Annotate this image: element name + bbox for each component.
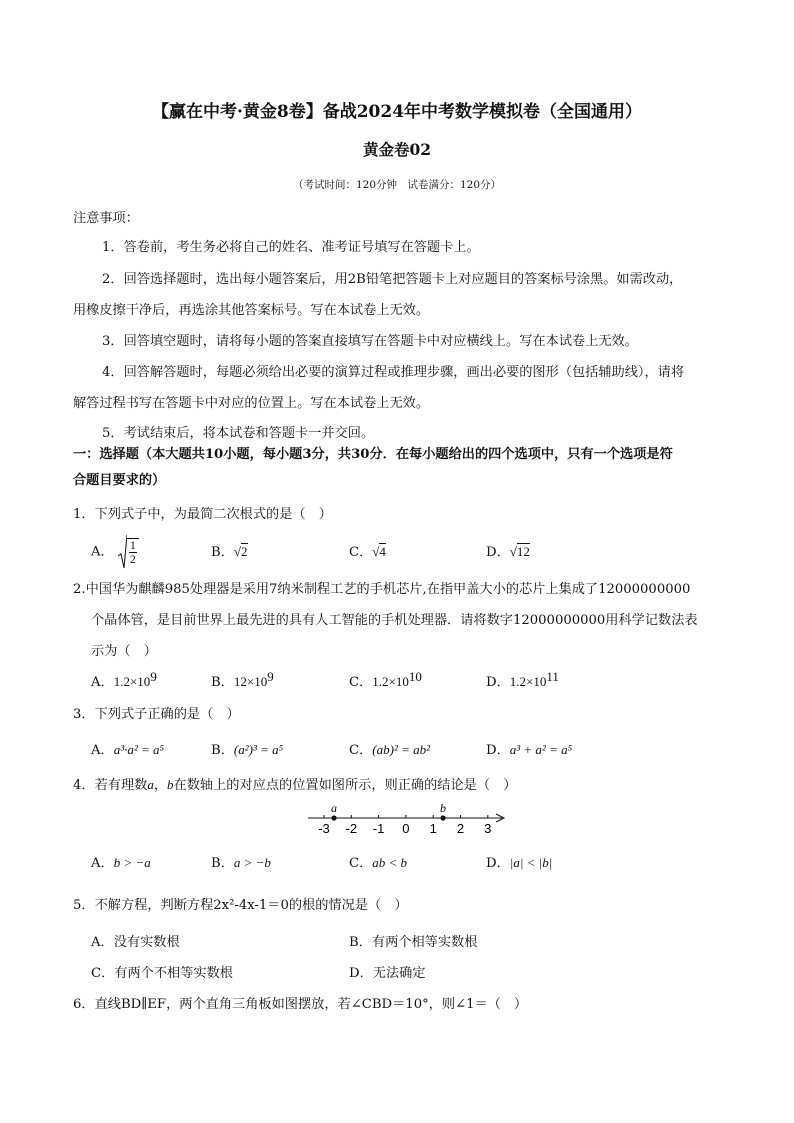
point-b bbox=[440, 815, 445, 820]
notice-item-2-cont: 用橡皮擦干净后，再选涂其他答案标号。写在本试卷上无效。 bbox=[73, 303, 430, 318]
q5-option-d: D．无法确定 bbox=[349, 966, 426, 981]
page-subtitle: 黄金卷02 bbox=[362, 140, 432, 159]
q4-option-a: A．b > −a bbox=[91, 855, 151, 871]
q3-option-a: A．a³·a² = a⁵ bbox=[91, 742, 165, 758]
question-2-line-3: 示为（ ） bbox=[91, 644, 157, 659]
page-title: 【赢在中考·黄金8卷】备战2024年中考数学模拟卷（全国通用） bbox=[151, 102, 643, 122]
question-5-stem: 5．不解方程，判断方程2x²-4x-1＝0的根的情况是（ ） bbox=[73, 898, 408, 913]
question-2-line-1: 2.中国华为麒麟985处理器是采用7纳米制程工艺的手机芯片,在指甲盖大小的芯片上集成了12000000000 bbox=[73, 582, 691, 597]
question-4-stem: 4．若有理数a，b在数轴上的对应点的位置如图所示，则正确的结论是（ ） bbox=[73, 777, 517, 793]
point-b-label: b bbox=[440, 801, 446, 815]
sqrt-sign-icon bbox=[118, 534, 127, 570]
question-1-stem: 1．下列式子中，为最简二次根式的是（ ） bbox=[73, 507, 332, 522]
q5-option-a: A．没有实数根 bbox=[91, 935, 180, 950]
notice-item-5: 5．考试结束后，将本试卷和答题卡一并交回。 bbox=[102, 426, 375, 441]
section-heading-cont: 合题目要求的） bbox=[73, 473, 166, 488]
axis-tick-label: 3 bbox=[484, 821, 492, 836]
q1-option-d: D．√12 bbox=[486, 544, 530, 560]
question-3-stem: 3．下列式子正确的是（ ） bbox=[73, 707, 240, 722]
q1-option-b: B．√2 bbox=[211, 544, 248, 560]
q3-option-c: C．(ab)² = ab² bbox=[349, 742, 431, 758]
point-a-label: a bbox=[331, 801, 337, 815]
notice-item-4-cont: 解答过程书写在答题卡中对应的位置上。写在本试卷上无效。 bbox=[73, 396, 430, 411]
q4-option-c: C．ab < b bbox=[349, 855, 408, 871]
notice-item-2: 2．回答选择题时，选出每小题答案后，用2B铅笔把答题卡上对应题目的答案标号涂黑。如需改动， bbox=[102, 272, 683, 287]
q2-option-a: A．$1.2\times 10^9$ bbox=[91, 669, 157, 690]
q2-option-d: D．$1.2\times 10^{11}$ bbox=[486, 669, 559, 690]
axis-tick-label: -3 bbox=[318, 821, 330, 836]
q4-option-d: D．|a| < |b| bbox=[486, 855, 553, 871]
q4-option-b: B．a > −b bbox=[211, 855, 271, 871]
number-line-figure bbox=[300, 797, 510, 837]
notice-item-1: 1．答卷前，考生务必将自己的姓名、准考证号填写在答题卡上。 bbox=[102, 240, 480, 255]
notice-item-3: 3．回答填空题时，请将每小题的答案直接填写在答题卡中对应横线上。写在本试卷上无效。 bbox=[102, 334, 638, 349]
q1-option-a: A． $\frac{1}{2}$ bbox=[91, 534, 139, 570]
q3-option-d: D．a³ + a² = a⁵ bbox=[486, 742, 573, 758]
section-heading: 一：选择题（本大题共10小题，每小题3分，共30分．在每小题给出的四个选项中，只有一个选项是符 bbox=[73, 447, 673, 462]
q2-option-b: B．$12\times 10^9$ bbox=[211, 669, 274, 690]
axis-tick-label: -2 bbox=[345, 821, 358, 836]
question-6-stem: 6．直线BD∥EF，两个直角三角板如图摆放，若∠CBD＝10°，则∠1＝（ ） bbox=[73, 997, 528, 1012]
q5-option-c: C．有两个不相等实数根 bbox=[91, 966, 233, 981]
exam-info: （考试时间：120分钟 试卷满分：120分） bbox=[292, 179, 502, 191]
point-a bbox=[331, 815, 336, 820]
q1-option-c: C．√4 bbox=[349, 544, 386, 560]
question-2-line-2: 个晶体管，是目前世界上最先进的具有人工智能的手机处理器．请将数字12000000000用科学记数法表 bbox=[91, 613, 698, 628]
notice-heading: 注意事项： bbox=[73, 211, 139, 226]
axis-tick-label: 0 bbox=[402, 821, 410, 836]
axis-tick-label: 2 bbox=[456, 821, 465, 836]
q3-option-b: B．(a²)³ = a⁵ bbox=[211, 742, 284, 758]
axis-tick-label: -1 bbox=[372, 821, 385, 836]
q2-option-c: C．$1.2\times 10^{10}$ bbox=[349, 669, 422, 690]
axis-tick-label: 1 bbox=[429, 821, 437, 836]
notice-item-4: 4．回答解答题时，每题必须给出必要的演算过程或推理步骤，画出必要的图形（包括辅助线），请将 bbox=[102, 365, 685, 380]
q5-option-b: B．有两个相等实数根 bbox=[349, 935, 478, 950]
